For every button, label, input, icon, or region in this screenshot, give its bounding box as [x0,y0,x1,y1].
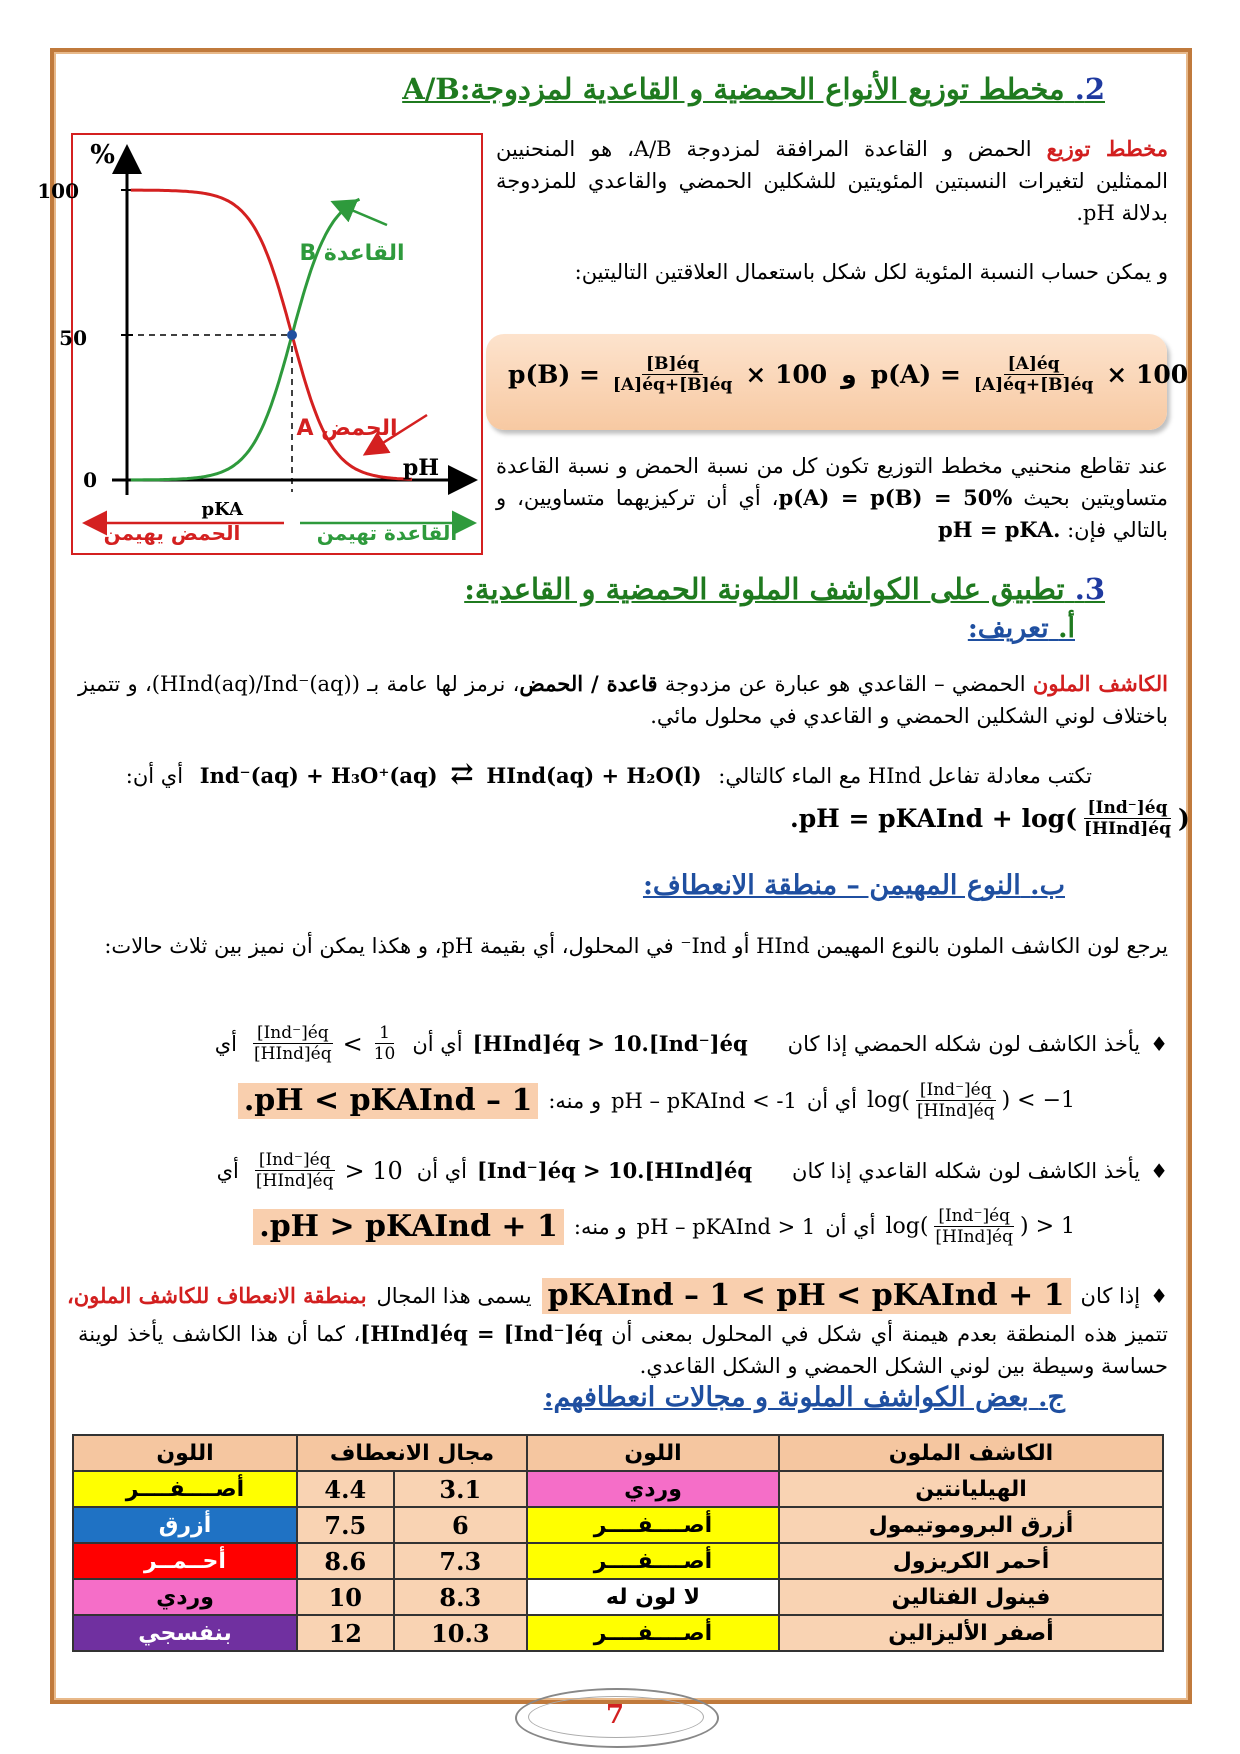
table-row [73,1507,1163,1543]
indicator-name-cell: فينول الفتالين [779,1579,1163,1615]
section-couple: A/B: [402,72,471,106]
formula-a-lhs: p(A) = [870,360,961,389]
distribution-chart [37,133,483,555]
base-color-cell: أزرق [73,1507,297,1543]
section-title: مخطط توزيع الأنواع الحمضية و القاعدية لمزدوجة [470,72,1065,106]
base-color-cell: وردي [73,1579,297,1615]
acid-color-cell: وردي [527,1471,779,1507]
header-range: مجال الانعطاف [297,1435,527,1471]
acid-zone-label: الحمض يهيمن [103,521,241,545]
table-header-row [73,1435,1163,1471]
range-high-cell: 12 [297,1615,394,1651]
ph-equals-pka: pH = pKA. [937,517,1061,542]
indicator-name-cell: أحمر الكريزول [779,1543,1163,1579]
header-indicator: الكاشف الملون [779,1435,1163,1471]
indicators-table [72,1434,1164,1652]
range-high-cell: 8.6 [297,1543,394,1579]
section-number: 2. [1074,72,1105,106]
equal-percentages: p(A) = p(B) = 50% [778,485,1013,510]
header-acid-color: اللون [527,1435,779,1471]
indicator-definition: الكاشف الملون الحمضي – القاعدي هو عبارة عن مزدوجة قاعدة / الحمض، نرمز لها عامة بـ (HInd(aq)/Ind⁻(aq))، و تتميز باختلاف لوني الشكلين الحمضي و القاعدي في محلول مائي. [78,671,1168,728]
indicator-name-cell: أصفر الأليزالين [779,1615,1163,1651]
base-color-cell: بنفسجي [73,1615,297,1651]
sub-b-heading: ب. النوع المهيمن – منطقة الانعطاف: [642,870,1065,901]
acid-curve-label: الحمض A [296,416,398,441]
case-1-line-2: log( $\frac{\text{[Ind⁻]éq}}{\text{[HInd]éq}}$ ) < −1 أي أن pH – pKAInd < -1 و منه: .pH < pKAInd – 1 [238,1080,1075,1121]
formula-a-times: × 100 [1106,360,1189,389]
acid-color-cell: أصــــفــــر [527,1543,779,1579]
distribution-term: مخطط توزيع [1046,136,1168,161]
formula-and: و [841,360,857,389]
y-tick-100: 100 [37,179,79,203]
range-low-cell: 7.3 [394,1543,527,1579]
section-3-heading: 3. تطبيق على الكواشف الملونة الحمضية و القاعدية: [464,572,1105,606]
range-high-cell: 7.5 [297,1507,394,1543]
base-color-cell: أحــمــر [73,1543,297,1579]
reaction-right: Ind⁻(aq) + H₃O⁺(aq) [199,763,438,788]
formula-b-fraction: $\frac{[B]éq}{[A]éq+[B]éq}$ [612,354,733,395]
x-axis-label: pH [402,455,439,481]
range-low-cell: 8.3 [394,1579,527,1615]
formula-b-times: × 100 [745,360,828,389]
case-2-line-1: ♦ يأخذ الكاشف لون شكله القاعدي إذا كان [Ind⁻]éq > 10.[HInd]éq أي أن $\frac{\text{[Ind⁻]éq}}{\text{[HInd]éq}}$ > 10 أي [216,1150,1168,1191]
case-2-line-2: log( $\frac{\text{[Ind⁻]éq}}{\text{[HInd]éq}}$ ) > 1 أي أن pH – pKAInd > 1 و منه: .pH > pKAInd + 1 [253,1206,1075,1247]
y-tick-0: 0 [83,468,97,492]
range-high-cell: 10 [297,1579,394,1615]
case-1-result: .pH < pKAInd – 1 [238,1083,539,1119]
dominant-species-text: يرجع لون الكاشف الملون بالنوع المهيمن HInd أو Ind⁻ في المحلول، أي بقيمة pH، و هكذا يمكن أن نميز بين ثلاث حالات: [104,934,1168,958]
case-1-line-1: ♦ يأخذ الكاشف لون شكله الحمضي إذا كان [HInd]éq > 10.[Ind⁻]éq أي أن $\frac{\text{[Ind⁻]éq}}{\text{[HInd]éq}}$ < $\frac{1}{10}$ أي [214,1023,1168,1064]
case-3-text: تتميز هذه المنطقة بعدم هيمنة أي شكل في المحلول بمعنى أن [HInd]éq = [Ind⁻]éq، كما أن هذا الكاشف يأخذ لوينة حساسة وسيطة بين لوني الشكل الحمضي و الشكل القاعدي. [78,1321,1168,1378]
range-low-cell: 10.3 [394,1615,527,1651]
header-base-color: اللون [73,1435,297,1471]
range-high-cell: 4.4 [297,1471,394,1507]
table-row [73,1471,1163,1507]
reaction-arrow: ⇄ [450,757,474,790]
section-2-relations-intro: و يمكن حساب النسبة المئوية لكل شكل باستعمال العلاقتين التاليتين: [574,260,1168,284]
range-low-cell: 3.1 [394,1471,527,1507]
section-2-heading [402,72,1105,106]
formula-b-lhs: p(B) = [508,360,600,389]
sub-c-heading: ج. بعض الكواشف الملونة و مجالات انعطافهم: [543,1382,1065,1413]
distribution-chart-svg [37,135,481,549]
acid-color-cell: أصــــفــــر [527,1507,779,1543]
case-2-result: .pH > pKAInd + 1 [253,1209,564,1245]
turning-zone-range: pKAInd – 1 < pH < pKAInd + 1 [542,1278,1071,1314]
range-low-cell: 6 [394,1507,527,1543]
y-unit-label: % [90,140,115,170]
acid-color-cell: لا لون له [527,1579,779,1615]
acid-color-cell: أصــــفــــر [527,1615,779,1651]
reaction-line: تكتب معادلة تفاعل HInd مع الماء كالتالي: HInd(aq) + H₂O(l) ⇄ Ind⁻(aq) + H₃O⁺(aq) أي أن: [125,757,1092,790]
base-color-cell: أصــــفــــر [73,1471,297,1507]
reaction-left: HInd(aq) + H₂O(l) [486,763,702,788]
distribution-definition: الحمض و القاعدة المرافقة لمزدوجة A/B، هو المنحنيين الممثلين لتغيرات النسبتين المئويتين للشكلين الحمضي والقاعدي للمزدوجة بدلالة pH. [496,137,1168,225]
base-zone-label: القاعدة تهيمن [316,521,458,545]
percentage-formulas [508,354,1188,395]
table-row [73,1579,1163,1615]
formula-a-fraction: $\frac{[A]éq}{[A]éq+[B]éq}$ [973,354,1094,395]
section-2-intersection: عند تقاطع منحنيي مخطط التوزيع تكون كل من نسبة الحمض و نسبة القاعدة متساويتين بحيث p(A) = p(B) = 50%، أي أن تركيزيهما متساويين، و بالتالي فإن: pH = pKA. [496,454,1168,542]
page-number: 7 [605,1700,625,1730]
x-tick-pka: pKA [201,499,243,520]
table-row [73,1615,1163,1651]
table-row [73,1543,1163,1579]
section-2-intro [496,133,1168,229]
indicator-term: الكاشف الملون [1032,671,1168,696]
percentage-formula-box [486,334,1189,430]
y-tick-50: 50 [59,326,87,350]
base-label-arrow [335,203,387,225]
indicator-name-cell: أزرق البروموتيمول [779,1507,1163,1543]
henderson-equation: .pH = pKAInd + log( $\frac{\text{[Ind⁻]éq}}{\text{[HInd]éq}}$ ) [790,798,1190,839]
case-3-line-1: ♦ إذا كان pKAInd – 1 < pH < pKAInd + 1 يسمى هذا المجال بمنطقة الانعطاف للكاشف الملون، [66,1278,1168,1313]
sub-a-heading: أ. تعريف: [967,613,1075,644]
intersection-point [287,330,297,340]
indicator-name-cell: الهيليانتين [779,1471,1163,1507]
base-curve-label: القاعدة B [299,241,405,266]
